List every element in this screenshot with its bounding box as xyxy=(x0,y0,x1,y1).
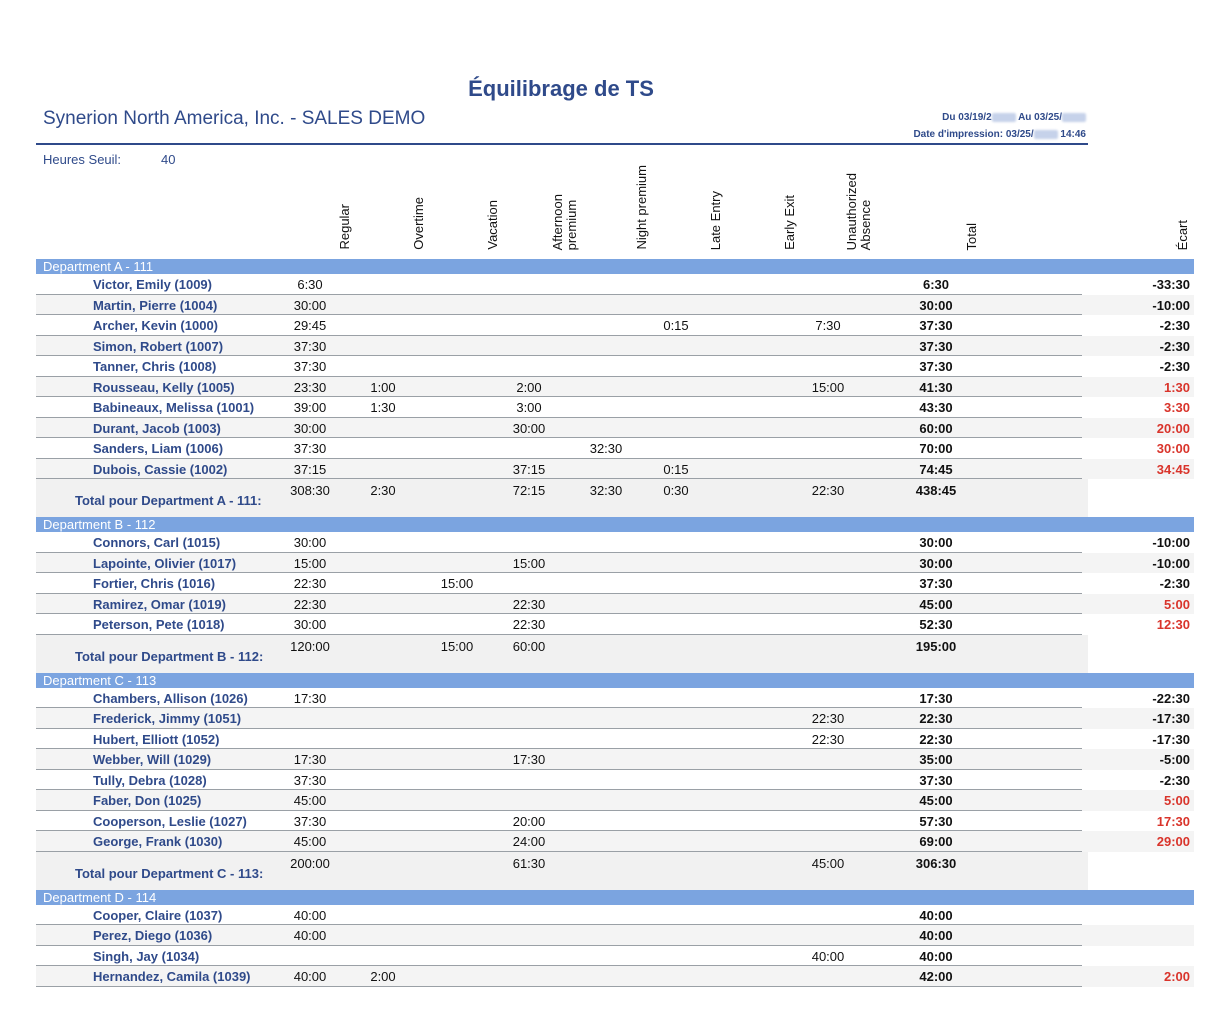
column-header-1 xyxy=(325,150,365,250)
column-header-label: Overtime xyxy=(411,197,426,250)
cell-total: 22:30 xyxy=(919,731,953,747)
department-total-row xyxy=(36,852,1194,890)
table-row xyxy=(36,274,1194,295)
cell-ecart: 20:00 xyxy=(1156,420,1190,436)
redacted-year xyxy=(992,113,1016,122)
cell-unauth: 40:00 xyxy=(811,948,845,964)
table-row xyxy=(36,356,1194,377)
total-afternoon: 60:00 xyxy=(512,638,546,654)
report-table xyxy=(36,259,1194,987)
cell-afternoon: 22:30 xyxy=(512,617,546,632)
cell-regular: 30:00 xyxy=(293,420,327,436)
cell-total: 37:30 xyxy=(919,576,953,591)
column-header-7 xyxy=(770,150,810,250)
cell-total: 40:00 xyxy=(919,907,953,923)
total-night: 32:30 xyxy=(589,483,623,498)
employee-name: Durant, Jacob (1003) xyxy=(93,420,221,436)
table-row xyxy=(36,790,1194,811)
column-header-8 xyxy=(839,150,879,250)
header-rule xyxy=(36,143,1088,145)
table-row xyxy=(36,295,1194,316)
column-header-label: Écart xyxy=(1175,219,1190,250)
report-title: Équilibrage de TS xyxy=(468,76,654,101)
cell-ecart: -22:30 xyxy=(1152,690,1190,706)
total-afternoon: 72:15 xyxy=(512,483,546,498)
total-unauth: 22:30 xyxy=(811,483,845,498)
column-header-label: Vacation xyxy=(485,200,500,250)
cell-ecart: 17:30 xyxy=(1156,813,1190,829)
employee-name: Sanders, Liam (1006) xyxy=(93,441,224,456)
cell-total: 30:00 xyxy=(919,555,953,571)
cell-ecart: 1:30 xyxy=(1163,379,1190,395)
cell-total: 41:30 xyxy=(919,379,953,395)
cell-regular: 22:30 xyxy=(293,576,327,591)
table-row xyxy=(36,770,1194,791)
department-header: Department B - 112 xyxy=(36,517,1194,532)
cell-regular: 37:30 xyxy=(293,813,327,829)
cell-afternoon: 20:00 xyxy=(512,813,546,829)
cell-ecart: -33:30 xyxy=(1152,277,1190,292)
cell-ecart: 5:00 xyxy=(1163,793,1190,808)
table-row xyxy=(36,594,1194,615)
cell-afternoon: 3:00 xyxy=(516,400,542,415)
total-total: 306:30 xyxy=(915,855,957,871)
table-row xyxy=(36,377,1194,398)
table-row xyxy=(36,438,1194,459)
employee-name: Tully, Debra (1028) xyxy=(93,772,207,788)
cell-total: 40:00 xyxy=(919,948,953,964)
cell-unauth: 15:00 xyxy=(811,379,845,395)
table-row xyxy=(36,946,1194,967)
employee-name: Faber, Don (1025) xyxy=(93,793,202,808)
cell-regular: 17:30 xyxy=(293,752,327,767)
employee-name: Perez, Diego (1036) xyxy=(93,928,213,943)
cell-ecart: 30:00 xyxy=(1156,441,1190,456)
row-divider xyxy=(36,986,1082,987)
column-header-label: Early Exit xyxy=(782,195,797,250)
column-header-5 xyxy=(622,150,662,250)
cell-ecart: -5:00 xyxy=(1159,752,1190,767)
cell-regular: 37:30 xyxy=(293,338,327,354)
cell-regular: 29:45 xyxy=(293,318,327,333)
cell-unauth: 22:30 xyxy=(811,711,845,726)
employee-name: Frederick, Jimmy (1051) xyxy=(93,711,242,726)
table-row xyxy=(36,925,1194,946)
employee-name: Cooper, Claire (1037) xyxy=(93,907,223,923)
total-ecart-blank xyxy=(1088,635,1194,673)
cell-total: 69:00 xyxy=(919,834,953,849)
total-afternoon: 61:30 xyxy=(512,855,546,871)
threshold xyxy=(43,152,176,167)
redacted-year xyxy=(1034,130,1058,139)
cell-regular: 40:00 xyxy=(293,907,327,923)
cell-total: 17:30 xyxy=(919,690,953,706)
employee-name: Martin, Pierre (1004) xyxy=(93,297,218,313)
table-row xyxy=(36,811,1194,832)
cell-ecart: 29:00 xyxy=(1156,834,1190,849)
total-regular: 200:00 xyxy=(290,855,330,871)
employee-name: Hubert, Elliott (1052) xyxy=(93,731,220,747)
cell-regular: 45:00 xyxy=(293,793,327,808)
cell-total: 70:00 xyxy=(919,441,953,456)
cell-afternoon: 30:00 xyxy=(512,420,546,436)
table-row xyxy=(36,418,1194,439)
cell-regular: 30:00 xyxy=(293,617,327,632)
table-row xyxy=(36,573,1194,594)
cell-ecart: 5:00 xyxy=(1163,596,1190,612)
table-row xyxy=(36,749,1194,770)
table-row xyxy=(36,614,1194,635)
employee-name: Singh, Jay (1034) xyxy=(93,948,200,964)
employee-name: Simon, Robert (1007) xyxy=(93,338,224,354)
department-total-label: Total pour Department C - 113: xyxy=(75,865,264,881)
employee-name: Connors, Carl (1015) xyxy=(93,535,221,550)
cell-ecart: -2:30 xyxy=(1159,318,1190,333)
total-regular: 120:00 xyxy=(290,638,330,654)
report-dates xyxy=(913,109,1086,143)
department-total-label: Total pour Department B - 112: xyxy=(75,648,264,664)
table-row xyxy=(36,729,1194,750)
cell-regular: 37:30 xyxy=(293,441,327,456)
cell-ecart: -10:00 xyxy=(1152,555,1190,571)
column-header-10 xyxy=(1163,150,1203,250)
cell-total: 30:00 xyxy=(919,297,953,313)
cell-regular: 37:30 xyxy=(293,359,327,374)
threshold-label: Heures Seuil: xyxy=(43,152,122,167)
employee-name: Babineaux, Melissa (1001) xyxy=(93,400,255,415)
cell-unauth: 22:30 xyxy=(811,731,845,747)
cell-afternoon: 24:00 xyxy=(512,834,546,849)
cell-total: 52:30 xyxy=(919,617,953,632)
table-row xyxy=(36,397,1194,418)
table-row xyxy=(36,688,1194,709)
threshold-value: 40 xyxy=(161,152,176,167)
total-late: 0:30 xyxy=(663,483,689,498)
cell-total: 30:00 xyxy=(919,535,953,550)
cell-total: 37:30 xyxy=(919,772,953,788)
table-row xyxy=(36,553,1194,574)
cell-ecart: -2:30 xyxy=(1159,359,1190,374)
department-total-row xyxy=(36,635,1194,673)
column-header-2 xyxy=(399,150,439,250)
employee-name: Chambers, Allison (1026) xyxy=(93,690,248,706)
department-header: Department D - 114 xyxy=(36,890,1194,905)
cell-regular: 22:30 xyxy=(293,596,327,612)
column-header-label: Total xyxy=(964,222,979,250)
cell-total: 42:00 xyxy=(919,969,953,984)
cell-afternoon: 2:00 xyxy=(516,379,542,395)
cell-ecart: 12:30 xyxy=(1156,617,1190,632)
total-unauth: 45:00 xyxy=(811,855,845,871)
department-header: Department C - 113 xyxy=(36,673,1194,688)
cell-total: 6:30 xyxy=(922,277,950,292)
cell-total: 22:30 xyxy=(919,711,953,726)
cell-regular: 40:00 xyxy=(293,928,327,943)
column-header-label: Regular xyxy=(337,204,352,250)
department-total-row xyxy=(36,479,1194,517)
cell-regular: 39:00 xyxy=(293,400,327,415)
cell-ecart: -17:30 xyxy=(1152,711,1190,726)
cell-afternoon: 37:15 xyxy=(512,461,546,477)
employee-name: Hernandez, Camila (1039) xyxy=(93,969,251,984)
cell-afternoon: 22:30 xyxy=(512,596,546,612)
employee-name: Dubois, Cassie (1002) xyxy=(93,461,228,477)
cell-total: 45:00 xyxy=(919,793,953,808)
cell-total: 37:30 xyxy=(919,338,953,354)
column-header-label: Night premium xyxy=(634,165,649,250)
cell-ecart: -2:30 xyxy=(1159,338,1190,354)
cell-ecart: -2:30 xyxy=(1159,576,1190,591)
table-row xyxy=(36,966,1194,987)
cell-total: 74:45 xyxy=(919,461,953,477)
cell-regular: 30:00 xyxy=(293,297,327,313)
total-regular: 308:30 xyxy=(290,483,330,498)
department-header: Department A - 111 xyxy=(36,259,1194,274)
cell-ecart: 3:30 xyxy=(1163,400,1190,415)
column-header-4 xyxy=(545,150,585,250)
cell-regular: 37:30 xyxy=(293,772,327,788)
cell-regular: 37:15 xyxy=(293,461,327,477)
table-row xyxy=(36,459,1194,480)
cell-regular: 17:30 xyxy=(293,690,327,706)
print-date: Date d'impression: 03/25/ 14:46 xyxy=(913,129,1086,140)
cell-late: 0:15 xyxy=(663,461,689,477)
cell-regular: 23:30 xyxy=(293,379,327,395)
company-name: Synerion North America, Inc. - SALES DEMO xyxy=(43,108,426,129)
cell-late: 0:15 xyxy=(663,318,689,333)
column-header-label: Late Entry xyxy=(708,190,723,250)
table-row xyxy=(36,831,1194,852)
table-row xyxy=(36,336,1194,357)
total-total: 438:45 xyxy=(915,483,957,498)
cell-regular: 15:00 xyxy=(293,555,327,571)
cell-unauth: 7:30 xyxy=(815,318,841,333)
total-overtime: 2:30 xyxy=(370,483,396,498)
cell-ecart: -17:30 xyxy=(1152,731,1190,747)
total-ecart-blank xyxy=(1088,852,1194,890)
employee-name: Peterson, Pete (1018) xyxy=(93,617,225,632)
cell-ecart: 2:00 xyxy=(1163,969,1190,984)
cell-total: 45:00 xyxy=(919,596,953,612)
column-header-9 xyxy=(952,150,992,250)
employee-name: Cooperson, Leslie (1027) xyxy=(93,813,247,829)
employee-name: George, Frank (1030) xyxy=(93,834,223,849)
total-total: 195:00 xyxy=(915,638,957,654)
employee-name: Ramirez, Omar (1019) xyxy=(93,596,226,612)
cell-overtime: 1:00 xyxy=(370,379,396,395)
cell-regular: 30:00 xyxy=(293,535,327,550)
cell-ecart: -2:30 xyxy=(1159,772,1190,788)
employee-name: Archer, Kevin (1000) xyxy=(93,318,219,333)
cell-night: 32:30 xyxy=(589,441,623,456)
cell-total: 40:00 xyxy=(919,928,953,943)
redacted-year xyxy=(1062,113,1086,122)
cell-total: 43:30 xyxy=(919,400,953,415)
cell-afternoon: 15:00 xyxy=(512,555,546,571)
department-total-label: Total pour Department A - 111: xyxy=(75,493,262,508)
cell-ecart: 34:45 xyxy=(1156,461,1190,477)
employee-name: Rousseau, Kelly (1005) xyxy=(93,379,235,395)
cell-total: 35:00 xyxy=(919,752,953,767)
table-row xyxy=(36,905,1194,926)
cell-regular: 40:00 xyxy=(293,969,327,984)
cell-regular: 45:00 xyxy=(293,834,327,849)
total-ecart-blank xyxy=(1088,479,1194,517)
table-row xyxy=(36,315,1194,336)
employee-name: Victor, Emily (1009) xyxy=(93,277,212,292)
cell-overtime: 2:00 xyxy=(370,969,396,984)
cell-total: 37:30 xyxy=(919,359,953,374)
table-row xyxy=(36,708,1194,729)
cell-overtime: 1:30 xyxy=(370,400,396,415)
employee-name: Lapointe, Olivier (1017) xyxy=(93,555,237,571)
cell-total: 37:30 xyxy=(919,318,953,333)
cell-afternoon: 17:30 xyxy=(512,752,546,767)
employee-name: Webber, Will (1029) xyxy=(93,752,212,767)
cell-total: 60:00 xyxy=(919,420,953,436)
cell-ecart: -10:00 xyxy=(1152,297,1190,313)
table-row xyxy=(36,532,1194,553)
cell-vacation: 15:00 xyxy=(440,576,474,591)
total-vacation: 15:00 xyxy=(440,638,474,654)
column-header-6 xyxy=(696,150,736,250)
date-range: Du 03/19/2 Au 03/25/ xyxy=(913,109,1086,126)
cell-ecart: -10:00 xyxy=(1152,535,1190,550)
column-header-label: Afternoon premium xyxy=(550,193,579,250)
cell-regular: 6:30 xyxy=(297,277,323,292)
employee-name: Tanner, Chris (1008) xyxy=(93,359,217,374)
column-header-label: Unauthorized Absence xyxy=(844,172,873,250)
cell-total: 57:30 xyxy=(919,813,953,829)
employee-name: Fortier, Chris (1016) xyxy=(93,576,216,591)
column-header-3 xyxy=(473,150,513,250)
